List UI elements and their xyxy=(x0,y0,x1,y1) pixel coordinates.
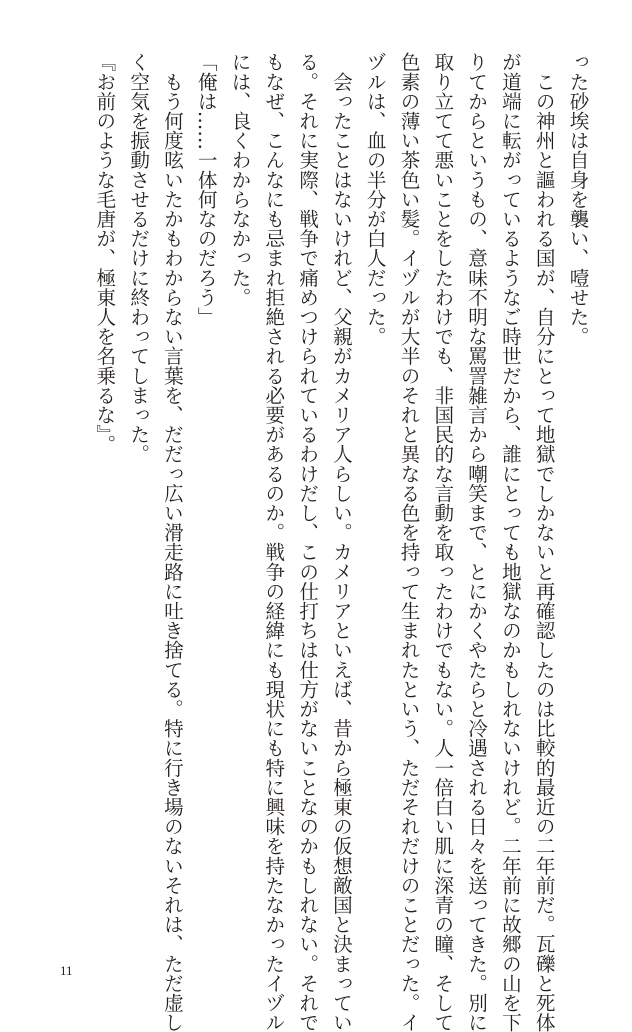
text-line-6: 色素の薄い茶色い髪。イヅルが大半のそれと異なる色を持って生まれたという、ただそれだけのことだった。イ xyxy=(397,52,421,1032)
vertical-text-body xyxy=(92,52,594,1032)
text-line-14: く空気を振動させるだけに終わってしまった。 xyxy=(126,52,150,464)
text-line-9: る。それに実際、戦争で痛めつけられているわけだし、この仕打ちは仕方がないことなのかもしれない。それで xyxy=(295,52,319,1032)
text-line-7: ヅルは、血の半分が白人だった。 xyxy=(363,52,387,346)
text-line-12: 「俺は……一体何なのだろう」 xyxy=(194,52,218,327)
text-line-8: 会ったことはないけれど、父親がカメリア人らしい。カメリアといえば、昔から極東の仮想敵国と決まってい xyxy=(329,52,353,1032)
text-line-13: もう何度呟いたかもわからない言葉を、だだっ広い滑走路に吐き捨てる。特に行き場のないそれは、ただ虚し xyxy=(160,52,184,1032)
text-line-2: この神州と謳われる国が、自分にとって地獄でしかないと再確認したのは比較的最近の二年前だ。瓦礫と死体 xyxy=(532,52,556,1032)
text-line-5: 取り立てて悪いことをしたわけでも、非国民的な言動を取ったわけでもない。人一倍白い肌に深青の瞳、そして xyxy=(430,52,454,1032)
text-line-1: った砂埃は自身を襲い、噎せた。 xyxy=(566,52,589,346)
page-number: 11 xyxy=(60,963,73,978)
text-line-3: が道端に転がっているようなご時世だから、誰にとっても地獄なのかもしれないけれど。二年前に故郷の山を下 xyxy=(498,52,522,1032)
text-line-4: りてからというもの、意味不明な罵詈雑言から嘲笑まで、とにかくやたらと冷遇される日々を送ってきた。別に xyxy=(464,52,488,1032)
text-line-10: もなぜ、こんなにも忌まれ拒絶される必要があるのか。戦争の経緯にも現状にも特に興味を持たなかったイヅル xyxy=(261,52,285,1032)
text-line-11: には、良くわからなかった。 xyxy=(228,52,252,307)
text-line-15: 『お前のような毛唐が、極東人を名乗るな』。 xyxy=(92,52,116,454)
